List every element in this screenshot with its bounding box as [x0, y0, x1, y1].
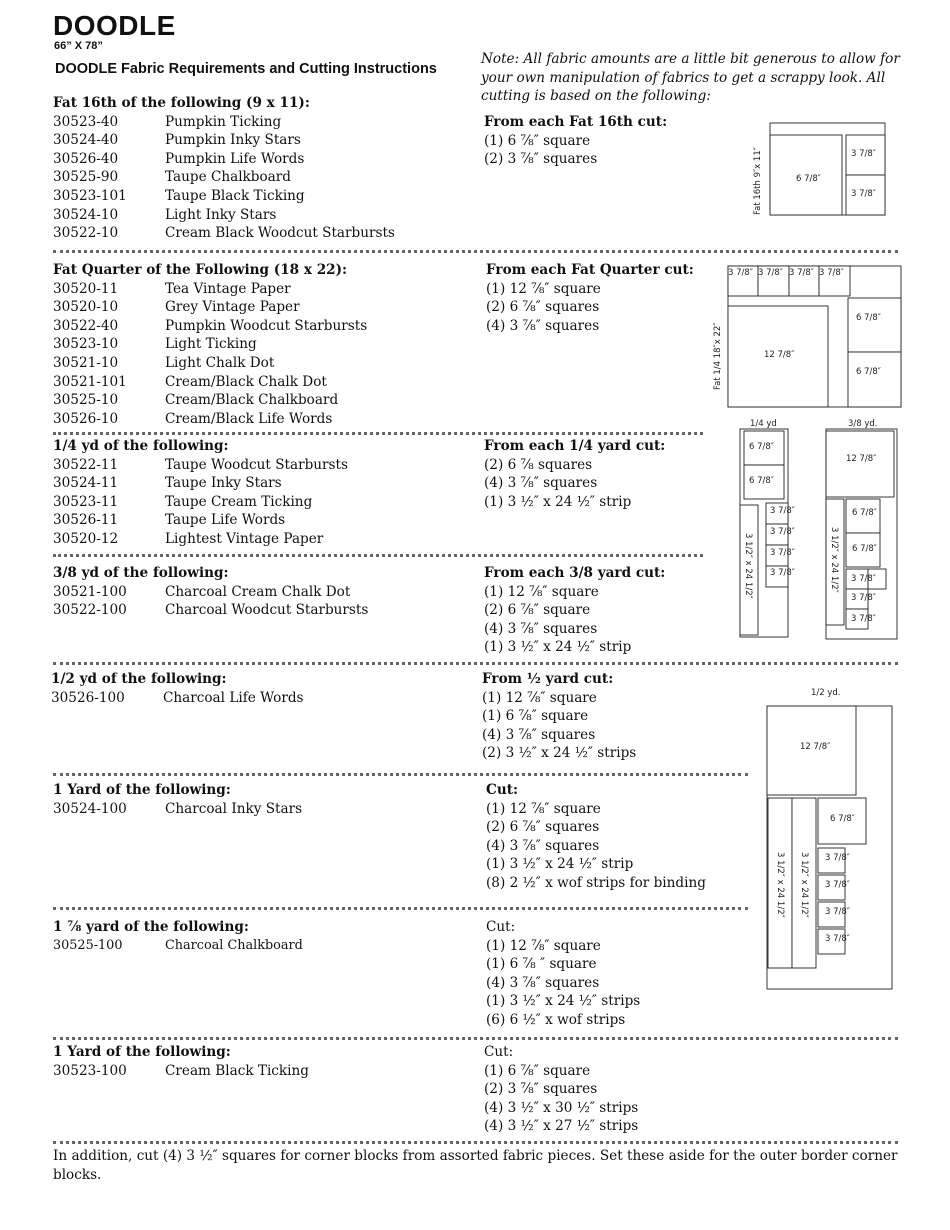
small-square-label: 3 7/8″: [851, 614, 876, 624]
fabric-row: 30523-101 Taupe Black Ticking: [53, 187, 305, 204]
half-yard-label: 1/2 yd.: [811, 688, 841, 698]
cut-line: (4) 3 ½″ x 30 ½″ strips: [484, 1099, 639, 1116]
divider: [53, 554, 703, 557]
cut-heading: From ½ yard cut:: [482, 671, 614, 687]
cut-line: (4) 3 ⅞″ squares: [486, 317, 600, 334]
note-text: Note: All fabric amounts are a little bit generous to allow for your own manipulation of fabrics to get a scrappy look. All cutting is based on the following:: [481, 51, 900, 104]
cut-line: (8) 2 ½″ x wof strips for binding: [486, 874, 706, 891]
cut-line: (4) 3 ⅞″ squares: [484, 475, 598, 492]
section-one-yard-cuts: [486, 781, 706, 893]
section-heading: 1/4 yd of the following:: [53, 438, 229, 454]
fabric-row: 30526-10 Cream/Black Life Words: [53, 410, 333, 427]
cut-line: (2) 6 ⅞″ square: [484, 602, 591, 619]
fabric-row: 30521-10 Light Chalk Dot: [53, 354, 275, 371]
fabric-row: 30522-11 Taupe Woodcut Starbursts: [53, 456, 348, 473]
fabric-row: 30526-100 Charcoal Life Words: [51, 689, 304, 706]
section-half-yard-cuts: [482, 670, 636, 763]
footer-note: In addition, cut (4) 3 ½″ squares for corner blocks from assorted fabric pieces. Set these aside for the outer border corner blocks.: [53, 1148, 898, 1183]
fabric-row: 30520-10 Grey Vintage Paper: [53, 299, 300, 316]
strip-label: 3 1/2″ x 24 1/2″: [775, 852, 785, 918]
cut-line: (4) 3 ⅞″ squares: [486, 837, 600, 854]
section-one-yard-fabrics: [53, 781, 302, 818]
small-square-label: 3 7/8″: [851, 593, 876, 603]
fabric-row: 30524-11 Taupe Inky Stars: [53, 475, 282, 492]
cut-line: (4) 3 ⅞″ squares: [482, 726, 596, 743]
cut-line: (4) 3 ⅞″ squares: [484, 620, 598, 637]
divider: [53, 907, 748, 910]
page-subtitle: DOODLE Fabric Requirements and Cutting Instructions: [55, 61, 437, 77]
cut-line: (1) 12 ⅞″ square: [486, 280, 601, 297]
fabric-row: 30524-100 Charcoal Inky Stars: [53, 800, 303, 817]
cut-line: (2) 6 ⅞ squares: [484, 456, 593, 473]
fabric-row: 30524-10 Light Inky Stars: [53, 206, 277, 223]
section-fatq-cuts: [486, 261, 694, 335]
side-label: Fat 1/4 18″x 22″: [713, 322, 723, 390]
fat-quarter-cut-diagram: [708, 262, 904, 412]
small-square-label: 3 7/8″: [851, 189, 876, 199]
fabric-row: 30525-10 Cream/Black Chalkboard: [53, 392, 339, 409]
section-heading: 3/8 yd of the following:: [53, 565, 229, 581]
section-fat16-cuts: [484, 113, 667, 169]
small-square-label: 3 7/8″: [819, 268, 844, 278]
section-one-yard-ticking-fabrics: [53, 1043, 309, 1080]
fabric-row: 30523-10 Light Ticking: [53, 336, 257, 353]
fabric-row: 30521-101 Cream/Black Chalk Dot: [53, 373, 327, 390]
cut-line: (1) 12 ⅞″ square: [486, 937, 601, 954]
divider: [53, 1037, 898, 1040]
section-one-yard-ticking-cuts: [484, 1043, 638, 1136]
cut-line: (2) 3 ⅞″ squares: [484, 151, 598, 168]
section-heading: 1 Yard of the following:: [53, 782, 231, 798]
small-square-label: 3 7/8″: [825, 853, 850, 863]
cut-heading: From each Fat 16th cut:: [484, 114, 668, 130]
cut-line: (1) 3 ½″ x 24 ½″ strip: [486, 856, 634, 873]
divider: [53, 250, 898, 253]
divider: [53, 773, 748, 776]
small-square-label: 3 7/8″: [770, 506, 795, 516]
cut-line: (1) 12 ⅞″ square: [482, 689, 597, 706]
strip-label: 3 1/2″ x 24 1/2″: [799, 852, 809, 918]
small-square-label: 3 7/8″: [758, 268, 783, 278]
big-square-label: 6 7/8″: [796, 174, 821, 184]
small-square-label: 3 7/8″: [825, 880, 850, 890]
section-three-eighths-fabrics: [53, 564, 368, 620]
fabric-row: 30522-40 Pumpkin Woodcut Starbursts: [53, 317, 368, 334]
cut-line: (1) 3 ½″ x 24 ½″ strips: [486, 993, 641, 1010]
cut-line: (1) 12 ⅞″ square: [484, 583, 599, 600]
fabric-row: 30523-100 Cream Black Ticking: [53, 1062, 309, 1079]
fabric-row: 30522-100 Charcoal Woodcut Starbursts: [53, 602, 369, 619]
divider: [53, 432, 703, 435]
cut-line: (1) 12 ⅞″ square: [486, 800, 601, 817]
big-square: [826, 431, 894, 497]
fabric-row: 30521-100 Charcoal Cream Chalk Dot: [53, 583, 351, 600]
fabric-row: 30520-12 Lightest Vintage Paper: [53, 530, 324, 547]
section-heading: 1/2 yd of the following:: [51, 671, 227, 687]
divider: [53, 662, 898, 665]
quilt-size: 66” X 78”: [54, 40, 103, 52]
mid-square-label: 6 7/8″: [856, 313, 881, 323]
section-quarter-yard-cuts: [484, 437, 665, 511]
cut-line: (1) 3 ½″ x 24 ½″ strip: [484, 493, 632, 510]
small-square-label: 3 7/8″: [789, 268, 814, 278]
cut-heading: From each Fat Quarter cut:: [486, 262, 694, 278]
big-square-label: 12 7/8″: [800, 742, 831, 752]
cut-heading: From each 1/4 yard cut:: [484, 438, 666, 454]
small-square-label: 3 7/8″: [770, 527, 795, 537]
fabric-row: 30526-40 Pumpkin Life Words: [53, 150, 305, 167]
quarter-yard-label: 1/4 yd: [750, 419, 777, 429]
small-square-label: 3 7/8″: [825, 934, 850, 944]
section-heading: 1 Yard of the following:: [53, 1044, 231, 1060]
small-square-label: 3 7/8″: [851, 149, 876, 159]
cut-line: (1) 3 ½″ x 24 ½″ strip: [484, 639, 632, 656]
mid-square: [848, 298, 901, 352]
fabric-row: 30523-40 Pumpkin Ticking: [53, 113, 282, 130]
fabric-row: 30520-11 Tea Vintage Paper: [53, 280, 291, 297]
big-square-label: 12 7/8″: [764, 350, 795, 360]
cut-line: (4) 3 ½″ x 27 ½″ strips: [484, 1118, 639, 1135]
strip-label: 3 1/2″ x 24 1/2″: [743, 533, 753, 599]
fabric-row: 30524-40 Pumpkin Inky Stars: [53, 132, 301, 149]
mid-square-label: 6 7/8″: [749, 442, 774, 452]
cut-line: (1) 6 ⅞ ″ square: [486, 956, 597, 973]
cut-line: (1) 6 ⅞″ square: [484, 132, 591, 149]
section-quarter-yard-fabrics: [53, 437, 348, 549]
mid-square-label: 6 7/8″: [852, 544, 877, 554]
small-square-label: 3 7/8″: [728, 268, 753, 278]
small-square-label: 3 7/8″: [770, 548, 795, 558]
fabric-row: 30522-10 Cream Black Woodcut Starbursts: [53, 225, 395, 242]
cut-heading: From each 3/8 yard cut:: [484, 565, 666, 581]
mid-square: [848, 352, 901, 407]
cut-line: (1) 6 ⅞″ square: [484, 1062, 591, 1079]
section-heading: Fat 16th of the following (9 x 11):: [53, 95, 310, 111]
cut-heading: Cut:: [484, 1044, 514, 1060]
fabric-row: 30523-11 Taupe Cream Ticking: [53, 493, 313, 510]
cut-heading: Cut:: [486, 919, 516, 935]
three-eighths-label: 3/8 yd.: [848, 419, 878, 429]
quarter-and-three-eighths-yard-diagrams: [738, 415, 902, 643]
section-one-seven-eighths-fabrics: [53, 918, 303, 955]
half-yard-cut-diagram: [764, 684, 894, 994]
cut-line: (2) 6 ⅞″ squares: [486, 299, 600, 316]
small-square-label: 3 7/8″: [825, 907, 850, 917]
mid-square-label: 6 7/8″: [830, 814, 855, 824]
section-heading: Fat Quarter of the Following (18 x 22):: [53, 262, 348, 278]
cut-line: (6) 6 ½″ x wof strips: [486, 1011, 626, 1028]
fat16-cut-diagram: [740, 115, 900, 225]
section-heading: 1 ⅞ yard of the following:: [53, 919, 249, 935]
section-half-yard-fabrics: [51, 670, 304, 707]
section-one-seven-eighths-cuts: [486, 918, 640, 1030]
section-three-eighths-cuts: [484, 564, 665, 657]
small-square-label: 3 7/8″: [770, 568, 795, 578]
cut-line: (4) 3 ⅞″ squares: [486, 974, 600, 991]
divider: [53, 1141, 898, 1144]
small-square-label: 3 7/8″: [851, 574, 876, 584]
section-fat16-fabrics: [53, 94, 395, 243]
cut-line: (2) 3 ½″ x 24 ½″ strips: [482, 745, 637, 762]
cut-line: (2) 6 ⅞″ squares: [486, 819, 600, 836]
fabric-row: 30525-100 Charcoal Chalkboard: [53, 937, 303, 953]
section-fatq-fabrics: [53, 261, 367, 428]
fabric-row: 30526-11 Taupe Life Words: [53, 512, 286, 529]
cut-line: (1) 6 ⅞″ square: [482, 708, 589, 725]
big-square-label: 12 7/8″: [846, 454, 877, 464]
mid-square-label: 6 7/8″: [749, 476, 774, 486]
fabric-row: 30525-90 Taupe Chalkboard: [53, 169, 291, 186]
cut-line: (2) 3 ⅞″ squares: [484, 1081, 598, 1098]
side-label: Fat 16th 9″x 11″: [753, 147, 763, 215]
strip-label: 3 1/2″ x 24 1/2″: [829, 527, 839, 593]
page-title: DOODLE: [53, 10, 176, 41]
mid-square-label: 6 7/8″: [856, 367, 881, 377]
mid-square-label: 6 7/8″: [852, 508, 877, 518]
cut-heading: Cut:: [486, 782, 518, 798]
